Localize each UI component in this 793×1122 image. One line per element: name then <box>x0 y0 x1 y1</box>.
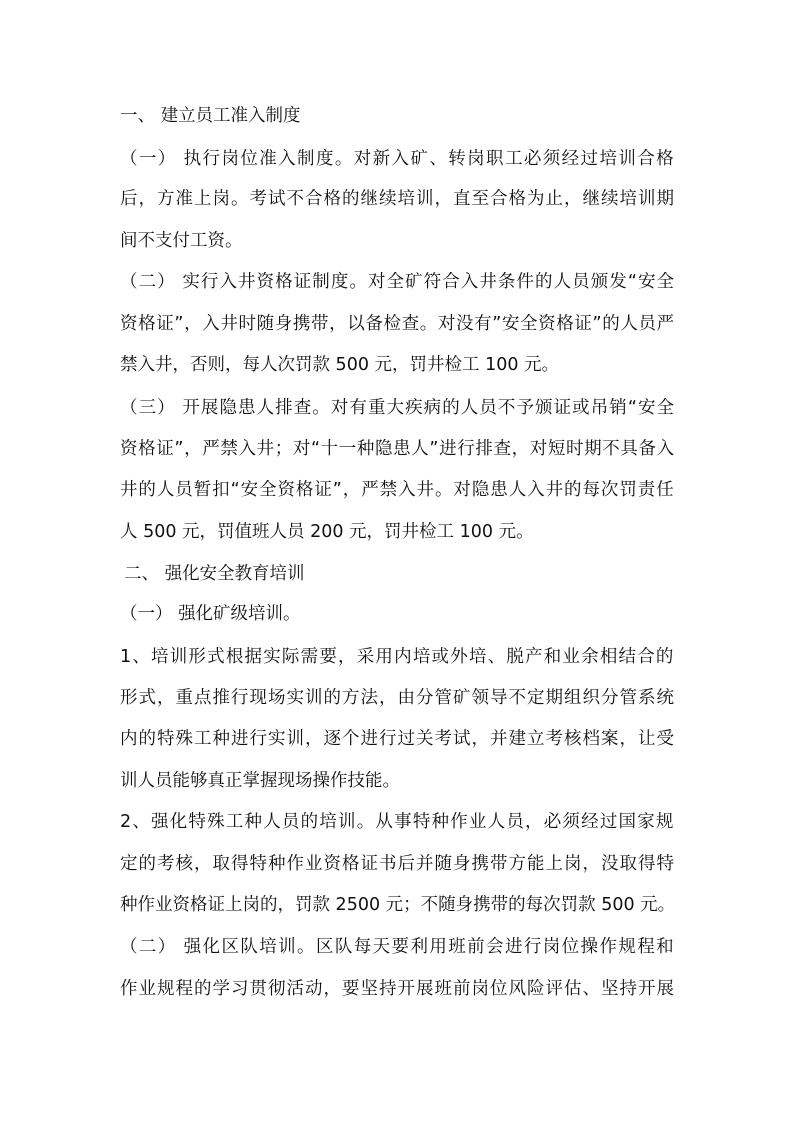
paragraph-line: （一） 强化矿级培训。 <box>120 604 301 624</box>
paragraph-line: 人 500 元，罚值班人员 200 元，罚井检工 100 元。 <box>120 522 534 542</box>
paragraph-line: （二） 强化区队培训。区队每天要利用班前会进行岗位操作规程和 <box>120 937 676 957</box>
paragraph-line: 训人员能够真正掌握现场操作技能。 <box>120 771 400 791</box>
paragraph-line: 形式，重点推行现场实训的方法，由分管矿领导不定期组织分管系统 <box>120 688 675 708</box>
paragraph-line: 2、强化特殊工种人员的培训。从事特种作业人员，必须经过国家规 <box>120 812 675 832</box>
paragraph-line: 种作业资格证上岗的，罚款 2500 元；不随身携带的每次罚款 500 元。 <box>120 895 676 915</box>
section-heading-1: 一、 建立员工准入制度 <box>120 106 301 126</box>
paragraph-line: 间不支付工资。 <box>120 231 243 251</box>
paragraph-line: 禁入井，否则，每人次罚款 500 元，罚井检工 100 元。 <box>120 355 560 375</box>
paragraph-line: 作业规程的学习贯彻活动，要坚持开展班前岗位风险评估、坚持开展 <box>120 979 675 999</box>
paragraph-line: （二） 实行入井资格证制度。对全矿符合入井条件的人员颁发“安全 <box>120 272 676 292</box>
paragraph-line: （三） 开展隐患人排查。对有重大疾病的人员不予颁证或吊销“安全 <box>120 398 676 418</box>
paragraph-line: 资格证”，入井时随身携带，以备检查。对没有”安全资格证”的人员严 <box>120 314 675 334</box>
paragraph-line: （一） 执行岗位准入制度。对新入矿、转岗职工必须经过培训合格 <box>120 149 676 169</box>
paragraph-line: 1、培训形式根据实际需要，采用内培或外培、脱产和业余相结合的 <box>120 647 675 667</box>
paragraph-line: 内的特殊工种进行实训，逐个进行过关考试，并建立考核档案，让受 <box>120 729 675 749</box>
section-heading-2: 二、 强化安全教育培训 <box>124 564 305 584</box>
paragraph-line: 资格证”，严禁入井；对“十一种隐患人”进行排查，对短时期不具备入 <box>120 439 675 459</box>
paragraph-line: 定的考核，取得特种作业资格证书后并随身携带方能上岗，没取得特 <box>120 854 675 874</box>
paragraph-line: 后，方准上岗。考试不合格的继续培训，直至合格为止，继续培训期 <box>120 189 675 209</box>
paragraph-line: 井的人员暂扣“安全资格证”，严禁入井。对隐患人入井的每次罚责任 <box>120 480 675 500</box>
